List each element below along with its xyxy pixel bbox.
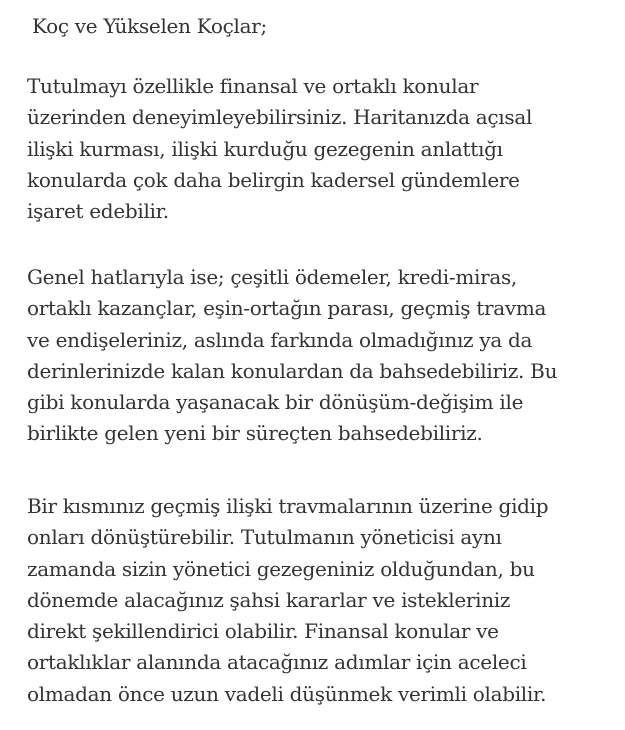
paragraph-3 [27,491,612,710]
text-line: Tutulmayı özellikle finansal ve ortaklı konular [27,74,479,98]
text-line: ve endişeleriniz, aslında farkında olmadığınız ya da [27,327,533,352]
text-line: konularda çok daha belirgin kadersel gündemlere [27,167,520,192]
text-line: ortaklı kazançlar, eşin-ortağın parası, geçmiş travma [27,296,547,321]
text-line: olmadan önce uzun vadeli düşünmek verimli olabilir. [27,681,547,706]
text-line: işaret edebilir. [27,199,169,224]
text-line: derinlerinizde kalan konulardan da bahsedebiliriz. Bu [27,358,558,383]
text-line: üzerinden deneyimleyebilirsiniz. Haritanızda açısal [27,105,533,130]
text-line: gibi konularda yaşanacak bir dönüşüm-değişim ile [27,390,524,415]
paragraph-2 [27,262,612,450]
text-line: Genel hatlarıyla ise; çeşitli ödemeler, kredi-miras, [27,265,517,289]
text-line: ortaklıklar alanında atacağınız adımlar için aceleci [27,650,527,675]
paragraph-1 [27,71,612,227]
text-line: dönemde alacağınız şahsi kararlar ve istekleriniz [27,587,511,612]
text-line: birlikte gelen yeni bir süreçten bahsedebiliriz. [27,421,483,446]
text-line: Bir kısmınız geçmiş ilişki travmalarının üzerine gidip [27,494,549,518]
text-line: ilişki kurması, ilişki kurduğu gezegenin anlattığı [27,136,503,161]
text-line: onları dönüştürebilir. Tutulmanın yöneticisi aynı [27,525,502,550]
text-line: direkt şekillendirici olabilir. Finansal konular ve [27,619,499,644]
text-line: zamanda sizin yönetici gezegeniniz olduğundan, bu [27,556,535,581]
section-heading: Koç ve Yükselen Koçlar; [32,14,267,38]
